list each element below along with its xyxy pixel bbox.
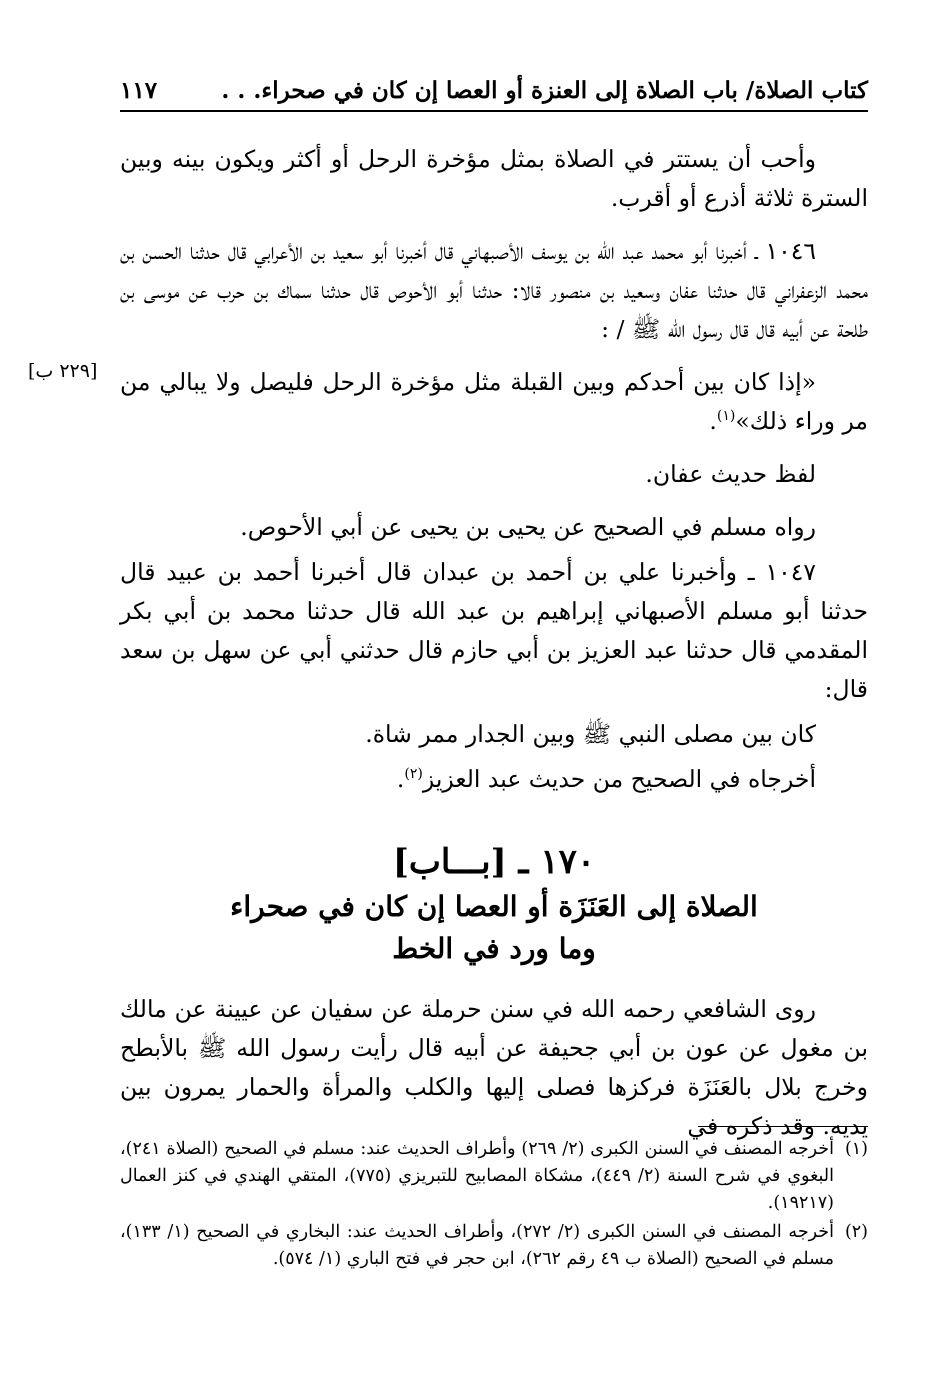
chapter-number: ١٧٠ ـ [بـــاب]: [392, 842, 596, 882]
paragraph-muslim: رواه مسلم في الصحيح عن يحيى بن يحيى عن أبي الأحوص.: [240, 513, 816, 541]
hadith-1047-chain: ١٠٤٧ ـ وأخبرنا علي بن أحمد بن عبدان قال أخبرنا أحمد بن عبيد قال حدثنا أبو مسلم الأصبهاني إبراهيم بن عبد الله قال حدثنا محمد بن أبي بكر المقدمي قال حدثنا عبد العزيز بن أبي حازم قال حدثني أبي عن سهل بن سعد قال:: [120, 558, 868, 703]
footnote-1-number: (١): [844, 1139, 868, 1159]
margin-folio-reference: [٢٢٩ ب]: [28, 360, 98, 382]
header-rule: [120, 110, 868, 112]
footnote-ref-2: (٢): [404, 766, 423, 783]
footnote-2-text: أخرجه المصنف في السنن الكبرى (٢/ ٢٧٢)، وأطراف الحديث عند: البخاري في الصحيح (١/ ١٣٣)، مسلم في الصحيح (الصلاة ب ٤٩ رقم ٢٦٢)، ابن حجر في فتح الباري (١/ ٥٧٤).: [120, 1222, 834, 1269]
running-header: [120, 70, 868, 106]
chapter-title-line-2: وما ورد في الخط: [392, 932, 596, 965]
hadith-1046-text: [120, 363, 868, 441]
footnote-2-number: (٢): [844, 1222, 868, 1242]
footnote-separator: [698, 1126, 868, 1127]
paragraph-takhrij: [120, 760, 868, 799]
footnotes: [120, 1136, 868, 1275]
takhrij-end: .: [396, 765, 405, 793]
hadith-1047-text: كان بين مصلى النبي ﷺ وبين الجدار ممر شاة.: [365, 720, 816, 748]
hadith-1046-end: .: [709, 407, 717, 435]
takhrij-text: أخرجاه في الصحيح من حديث عبد العزيز: [422, 765, 816, 793]
footnote-ref-1: (١): [716, 408, 736, 425]
main-text-lower: [120, 990, 868, 1146]
hadith-1046-chain: ١٠٤٦ ـ أخبرنا أبو محمد عبد الله بن يوسف الأصبهاني قال أخبرنا أبو سعيد بن الأعرابي قال حدثنا الحسن بن محمد الزعفراني قال حدثنا عفان وسعيد بن منصور قالا: حدثنا أبو الأحوص قال حدثنا سماك بن حرب عن موسى بن طلحة عن أبيه قال قال رسول الله ﷺ / :: [120, 237, 868, 343]
main-text-upper: [120, 140, 868, 799]
footnote-2: [120, 1219, 868, 1273]
chapter-heading: [120, 838, 868, 970]
paragraph-opinion: وأحب أن يستتر في الصلاة بمثل مؤخرة الرحل أو أكثر ويكون بينه وبين السترة ثلاثة أذرع أو أقرب.: [120, 145, 868, 212]
paragraph-shafii: روى الشافعي رحمه الله في سنن حرملة عن سفيان عن عيينة عن مالك بن مغول عن عون بن أبي جحيفة عن أبيه قال رأيت رسول الله ﷺ بالأبطح وخرج بلال بالعَنَزَة فركزها فصلى إليها والكلب والمرأة والحمار يمرون بين يديه. وقد ذكره في: [120, 995, 868, 1140]
footnote-1-text: أخرجه المصنف في السنن الكبرى (٢/ ٢٦٩) وأطراف الحديث عند: مسلم في الصحيح (الصلاة ٢٤١)، البغوي في شرح السنة (٢/ ٤٤٩)، مشكاة المصابيح للتبريزي (٧٧٥)، المتقي الهندي في كنز العمال (١٩٢١٧).: [120, 1139, 834, 1213]
page-number: ١١٧: [120, 77, 158, 104]
paragraph-wording: لفظ حديث عفان.: [645, 460, 816, 488]
hadith-1046-matn: «إذا كان بين أحدكم وبين القبلة مثل مؤخرة الرحل فليصل ولا يبالي من مر وراء ذلك»: [120, 368, 868, 435]
running-title: كتاب الصلاة/ باب الصلاة إلى العنزة أو العصا إن كان في صحراء. . .: [221, 77, 868, 104]
chapter-title-line-1: الصلاة إلى العَنَزَة أو العصا إن كان في صحراء: [230, 890, 758, 923]
footnote-1: [120, 1136, 868, 1217]
